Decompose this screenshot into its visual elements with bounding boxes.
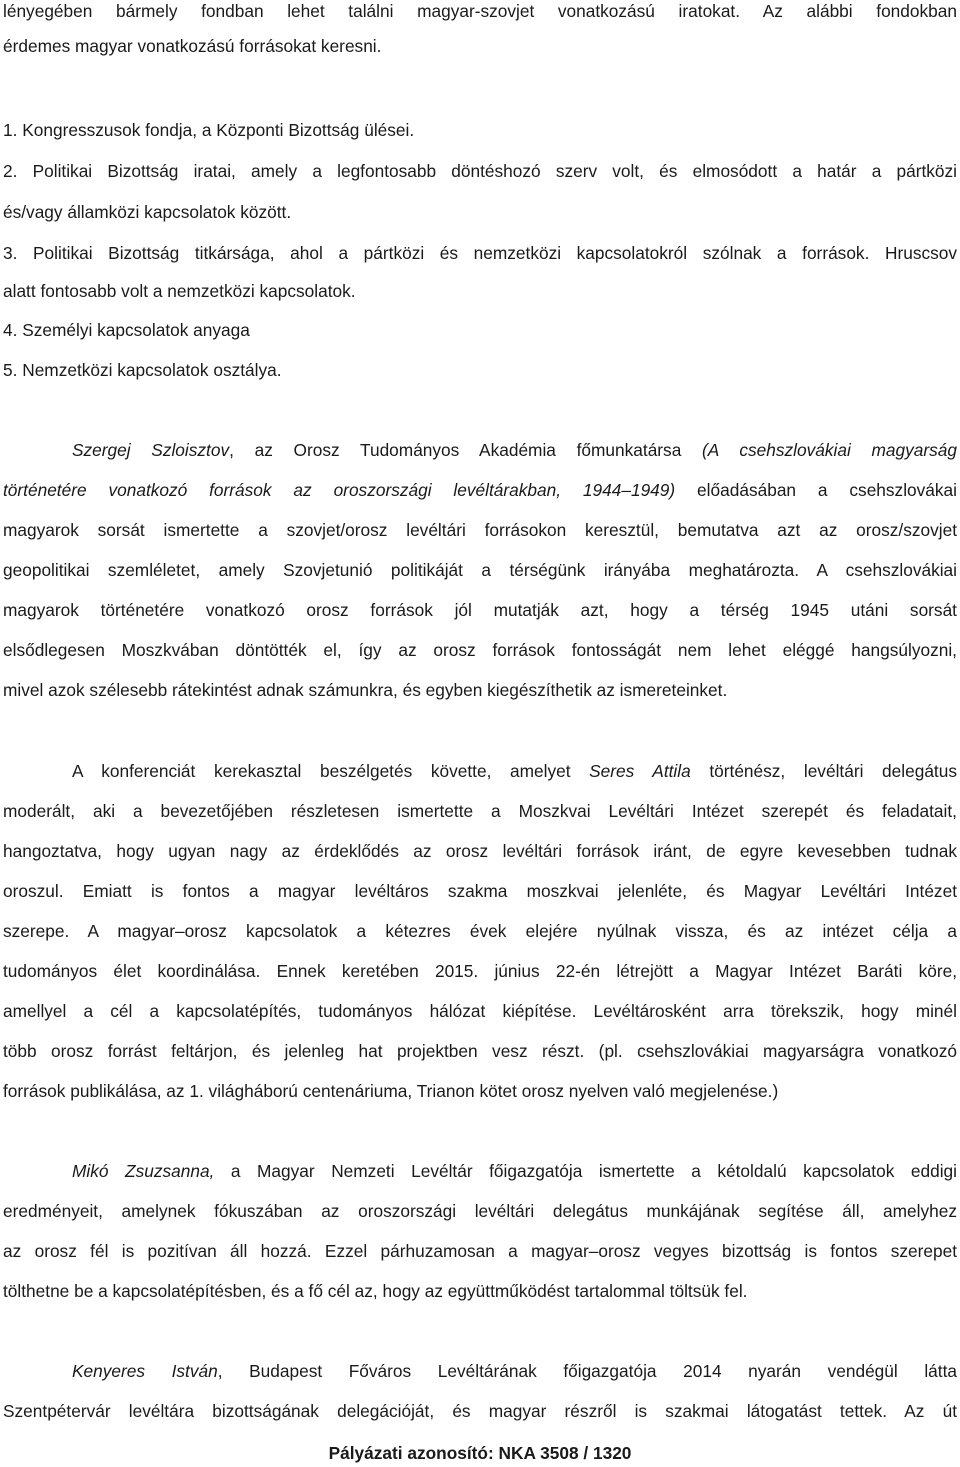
p2-line-5 [3, 920, 957, 942]
p2-line-9: források publikálása, az 1. világháború centenáriuma, Trianon kötet orosz nyelven való megjelenése.) [3, 1081, 779, 1101]
list-item-2-text: 2. Politikai Bizottság iratai, amely a legfontosabb döntéshozó szerv volt, és elmosódott a határ a pártközi [3, 161, 957, 181]
p1-line-5 [3, 599, 957, 621]
p2-line-8 [3, 1040, 957, 1062]
p3-line-1 [3, 1160, 957, 1182]
p4-text: Szentpétervár levéltára bizottságának delegációját, és magyar részről is szakmai látogatást tettek. Az út [3, 1401, 957, 1421]
p1-text: magyarok sorsát ismertette a szovjet/orosz levéltári forrásokon keresztül, bemutatva azt az orosz/szovjet [3, 520, 957, 540]
list-item-3-cont: alatt fontosabb volt a nemzetközi kapcsolatok. [3, 281, 356, 301]
p2-text: történész, levéltári delegátus [690, 761, 957, 781]
list-item-2-cont: és/vagy államközi kapcsolatok között. [3, 202, 292, 222]
p1-line-7: mivel azok szélesebb rátekintést adnak számunkra, és egyben kiegészíthetik az ismereteinket. [3, 680, 728, 700]
p3-text: eredményeit, amelynek fókuszában az oroszországi levéltári delegátus munkájának segítése áll, amelyhez [3, 1201, 957, 1221]
p1-line-1 [3, 439, 957, 461]
footer-grant-id: Pályázati azonosító: NKA 3508 / 1320 [328, 1443, 632, 1463]
p3-text: az orosz fél is pozitívan áll hozzá. Ezzel párhuzamosan a magyar–orosz vegyes bizottság is fontos szerepet [3, 1241, 957, 1261]
list-item-2 [3, 160, 957, 182]
p2-line-6 [3, 960, 957, 982]
p3-line-4: tölthetne be a kapcsolatépítésben, és a fő cél az, hogy az együttműködést tartalommal töltsük fel. [3, 1281, 748, 1301]
person-name: Mikó Zsuzsanna, [72, 1161, 215, 1181]
p1-text: magyarok történetére vonatkozó orosz források jól mutatják azt, hogy a térség 1945 utáni sorsát [3, 600, 957, 620]
list-item-1: 1. Kongresszusok fondja, a Központi Bizottság ülései. [3, 120, 415, 140]
p2-text: oroszul. Emiatt is fontos a magyar levéltáros szakma moszkvai jelenléte, és Magyar Levéltári Intézet [3, 881, 957, 901]
p1-text: geopolitikai szemléletet, amely Szovjetunió politikáját a térségünk irányába meghatározta. A csehszlovákiai [3, 560, 957, 580]
list-item-5: 5. Nemzetközi kapcsolatok osztálya. [3, 360, 282, 380]
p1-line-6 [3, 639, 957, 661]
list-item-3-text: 3. Politikai Bizottság titkársága, ahol a pártközi és nemzetközi kapcsolatokról szólnak a források. Hruscsov [3, 243, 957, 263]
p2-text: szerepe. A magyar–orosz kapcsolatok a kétezres évek elejére nyúlnak vissza, és az intézet célja a [3, 921, 957, 941]
lecture-title-cont: történetére vonatkozó források az oroszországi levéltárakban, 1944–1949) [3, 480, 676, 500]
p2-text: hangoztatva, hogy ugyan nagy az érdeklődés az orosz levéltári források iránt, de egyre kevesebben tudnak [3, 841, 957, 861]
p2-line-7 [3, 1000, 957, 1022]
p3-line-3 [3, 1240, 957, 1262]
intro-text-1: lényegében bármely fondban lehet találni magyar-szovjet vonatkozású iratokat. Az alábbi fondokban [3, 1, 957, 21]
lecture-title: (A csehszlovákiai magyarság [702, 440, 957, 460]
list-item-3 [3, 242, 957, 264]
p2-line-1 [3, 760, 957, 782]
p2-text: tudományos élet koordinálása. Ennek keretében 2015. június 22-én létrejött a Magyar Intézet Baráti köre, [3, 961, 957, 981]
p2-line-2 [3, 800, 957, 822]
person-name: Kenyeres István [72, 1361, 218, 1381]
p2-text: moderált, aki a bevezetőjében részletesen ismertette a Moszkvai Levéltári Intézet szerepét és feladatait, [3, 801, 957, 821]
intro-line-1 [3, 0, 957, 22]
person-name: Seres Attila [589, 761, 691, 781]
p2-text: több orosz forrást feltárjon, és jelenleg hat projektben vesz részt. (pl. csehszlovákiai magyarságra vonatkozó [3, 1041, 957, 1061]
person-name: Szergej Szloisztov [72, 440, 230, 460]
list-item-4: 4. Személyi kapcsolatok anyaga [3, 320, 250, 340]
p3-text: a Magyar Nemzeti Levéltár főigazgatója ismertette a kétoldalú kapcsolatok eddigi [214, 1161, 958, 1181]
p1-line-4 [3, 559, 957, 581]
p1-text: elsődlegesen Moszkvában döntötték el, így az orosz források fontosságát nem lehet eléggé hangsúlyozni, [3, 640, 957, 660]
intro-line-2: érdemes magyar vonatkozású forrásokat keresni. [3, 36, 382, 56]
p2-line-3 [3, 840, 957, 862]
p1-line-2 [3, 479, 957, 501]
p3-line-2 [3, 1200, 957, 1222]
p2-text: A konferenciát kerekasztal beszélgetés követte, amelyet [72, 761, 590, 781]
p1-text: , az Orosz Tudományos Akadémia főmunkatársa [229, 440, 703, 460]
p1-text: előadásában a csehszlovákai [675, 480, 957, 500]
p4-text: , Budapest Főváros Levéltárának főigazgatója 2014 nyarán vendégül látta [217, 1361, 957, 1381]
p4-line-1 [3, 1360, 957, 1382]
p2-line-4 [3, 880, 957, 902]
p1-line-3 [3, 519, 957, 541]
p2-text: amellyel a cél a kapcsolatépítés, tudományos hálózat kiépítése. Levéltárosként arra törekszik, hogy minél [3, 1001, 957, 1021]
p4-line-2 [3, 1400, 957, 1422]
